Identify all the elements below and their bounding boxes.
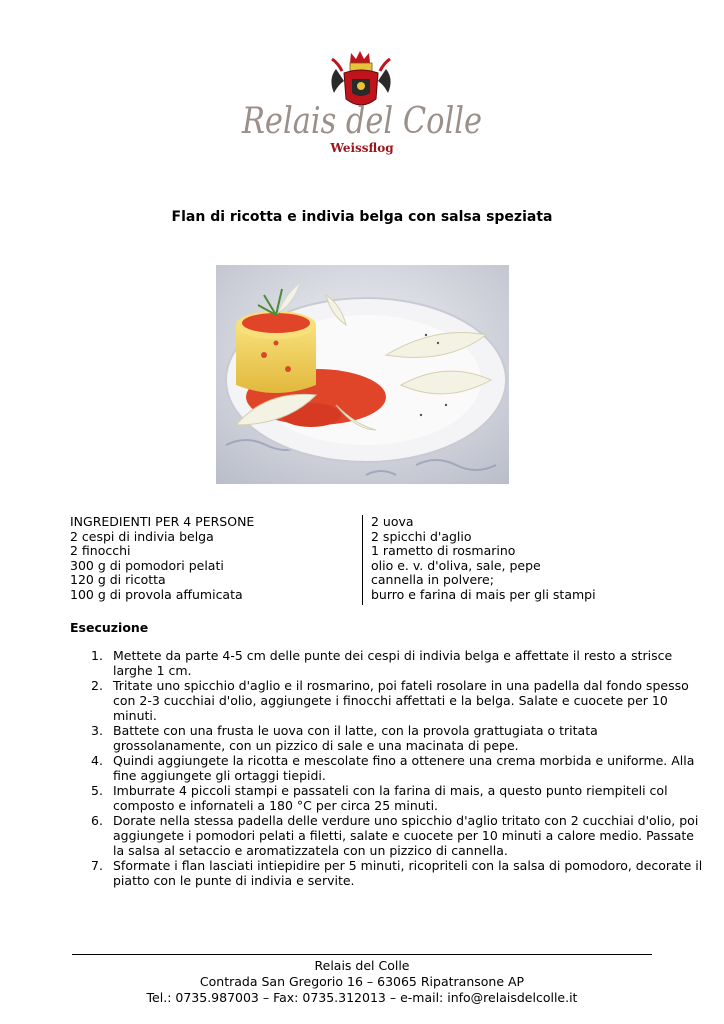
ingredient-item: 2 uova bbox=[371, 514, 414, 529]
method-step: Dorate nella stessa padella delle verdure uno spicchio d'aglio tritato con 2 cucchiai d'olio, poi aggiungete i pomodori pelati a filetti, salate e cuocete per 10 minuti a calore medio. Passate la salsa al setaccio e aromatizzatela con un pizzico di cannella. bbox=[113, 813, 699, 858]
method-step: Tritate uno spicchio d'aglio e il rosmarino, poi fateli rosolare in una padella dal fondo spesso con 2-3 cucchiai d'olio, aggiungete i finocchi affettati e la belga. Salate e cuocete per 10 minuti. bbox=[113, 678, 689, 723]
recipe-title: Flan di ricotta e indivia belga con salsa speziata bbox=[171, 209, 553, 225]
ingredient-item: olio e. v. d'oliva, sale, pepe bbox=[371, 557, 541, 573]
method-step: Imburrate 4 piccoli stampi e passateli con la farina di mais, a questo punto riempiteli col composto e infornateli a 180 °C per circa 25 minuti. bbox=[113, 783, 668, 813]
ingredient-item: 2 finocchi bbox=[70, 543, 131, 559]
method-step: Sformate i flan lasciati intiepidire per 5 minuti, ricopriteli con la salsa di pomodoro, decorate il piatto con le punte di indivia e servite. bbox=[113, 858, 703, 888]
footer-address: Contrada San Gregorio 16 – 63065 Ripatransone AP bbox=[199, 974, 525, 989]
ingredients-right-column bbox=[371, 515, 611, 603]
method-step: Battete con una frusta le uova con il latte, con la provola grattugiata o tritata grossolanamente, con un pizzico di sale e una macinata di pepe. bbox=[113, 723, 598, 753]
ingredient-heading: INGREDIENTI PER 4 PERSONE bbox=[70, 514, 255, 529]
column-divider bbox=[362, 515, 363, 605]
ingredient-item: 1 rametto di rosmarino bbox=[371, 543, 516, 559]
dish-photo bbox=[216, 265, 509, 484]
ingredient-item: 100 g di provola affumicata bbox=[70, 586, 243, 602]
ingredient-item: 2 cespi di indivia belga bbox=[70, 528, 214, 544]
footer-contacts: Tel.: 0735.987003 – Fax: 0735.312013 – e-mail: info@relaisdelcolle.it bbox=[146, 990, 578, 1005]
method-heading: Esecuzione bbox=[70, 620, 149, 635]
ingredient-item: 300 g di pomodori pelati bbox=[70, 557, 224, 573]
logo-script-text: Relais del Colle bbox=[241, 101, 482, 142]
footer bbox=[0, 958, 724, 1006]
ingredient-item: 2 spicchi d'aglio bbox=[371, 528, 472, 544]
ingredient-item: 120 g di ricotta bbox=[70, 572, 166, 588]
footer-divider bbox=[72, 954, 652, 955]
ingredient-item: burro e farina di mais per gli stampi bbox=[371, 586, 596, 602]
ingredients-left-column bbox=[70, 515, 360, 603]
hotel-logo bbox=[232, 45, 492, 165]
ingredient-item: cannella in polvere; bbox=[371, 572, 494, 588]
method-steps bbox=[70, 648, 703, 888]
method-step: Mettete da parte 4-5 cm delle punte dei cespi di indivia belga e affettate il resto a strisce larghe 1 cm. bbox=[113, 648, 673, 678]
brand-logo-text: Weissflog bbox=[330, 141, 394, 155]
crest-emblem bbox=[331, 51, 390, 105]
method-step: Quindi aggiungete la ricotta e mescolate fino a ottenere una crema morbida e uniforme. Alla fine aggiungete gli ortaggi tiepidi. bbox=[113, 753, 695, 783]
footer-name: Relais del Colle bbox=[314, 958, 410, 973]
